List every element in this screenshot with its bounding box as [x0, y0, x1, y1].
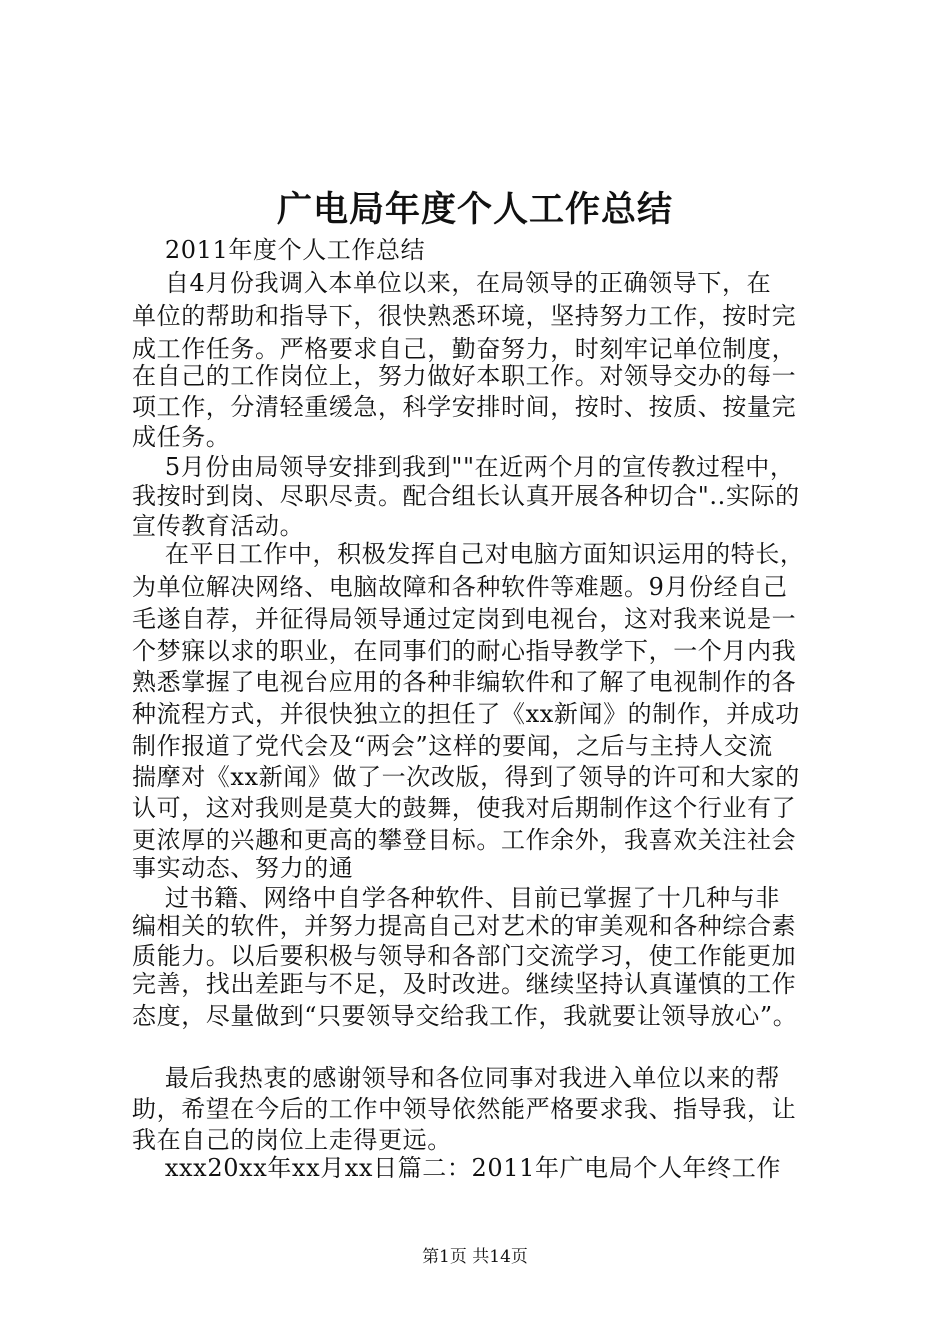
text-line: 质能力。以后要积极与领导和各部门交流学习，使工作能更加 — [132, 942, 797, 970]
text-line: 毛遂自荐，并征得局领导通过定岗到电视台，这对我来说是一 — [132, 605, 797, 633]
page-footer: 第1页 共14页 — [422, 1247, 528, 1267]
text-line: 项工作，分清轻重缓急，科学安排时间，按时、按质、按量完 — [132, 393, 797, 421]
text-line: 个梦寐以求的职业，在同事们的耐心指导教学下，一个月内我 — [132, 637, 797, 665]
text-line: 熟悉掌握了电视台应用的各种非编软件和了解了电视制作的各 — [132, 668, 797, 696]
text-line: 在平日工作中，积极发挥自己对电脑方面知识运用的特长， — [132, 540, 805, 568]
text-line: 助，希望在今后的工作中领导依然能严格要求我、指导我，让 — [132, 1095, 797, 1123]
text-line: 揣摩对《xx新闻》做了一次改版，得到了领导的许可和大家的 — [132, 763, 800, 791]
text-line: 我在自己的岗位上走得更远。 — [132, 1126, 452, 1154]
text-line: 种流程方式，并很快独立的担任了《xx新闻》的制作，并成功 — [132, 700, 800, 728]
text-line: 制作报道了党代会及“两会”这样的要闻，之后与主持人交流 — [132, 732, 773, 760]
text-line: 态度，尽量做到“只要领导交给我工作，我就要让领导放心”。 — [132, 1002, 798, 1030]
text-line: 为单位解决网络、电脑故障和各种软件等难题。9月份经自己 — [132, 573, 788, 601]
text-line: 最后我热衷的感谢领导和各位同事对我进入单位以来的帮 — [132, 1064, 780, 1092]
text-line: 成工作任务。严格要求自己，勤奋努力，时刻牢记单位制度， — [132, 335, 797, 363]
text-line: 单位的帮助和指导下，很快熟悉环境，坚持努力工作，按时完 — [132, 302, 797, 330]
text-line: 5月份由局领导安排到我到""在近两个月的宣传教过程中， — [132, 453, 795, 481]
text-line: 事实动态、努力的通 — [132, 854, 354, 882]
text-line: 宣传教育活动。 — [132, 512, 305, 540]
page-title: 广电局年度个人工作总结 — [276, 189, 673, 230]
text-line: 认可，这对我则是莫大的鼓舞，使我对后期制作这个行业有了 — [132, 794, 797, 822]
text-line: xxx20xx年xx月xx日篇二：2011年广电局个人年终工作 — [132, 1154, 781, 1182]
text-line: 完善，找出差距与不足，及时改进。继续坚持认真谨慎的工作 — [132, 970, 797, 998]
text-line: 更浓厚的兴趣和更高的攀登目标。工作余外，我喜欢关注社会 — [132, 826, 797, 854]
text-line: 成任务。 — [132, 423, 231, 451]
text-line: 在自己的工作岗位上，努力做好本职工作。对领导交办的每一 — [132, 362, 797, 390]
text-line: 自4月份我调入本单位以来，在局领导的正确领导下，在 — [132, 269, 772, 297]
text-line: 2011年度个人工作总结 — [132, 236, 426, 264]
text-line: 过书籍、网络中自学各种软件、目前已掌握了十几种与非 — [132, 884, 780, 912]
text-line: 编相关的软件，并努力提高自己对艺术的审美观和各种综合素 — [132, 912, 797, 940]
text-line: 我按时到岗、尽职尽责。配合组长认真开展各种切合"..实际的 — [132, 482, 800, 510]
